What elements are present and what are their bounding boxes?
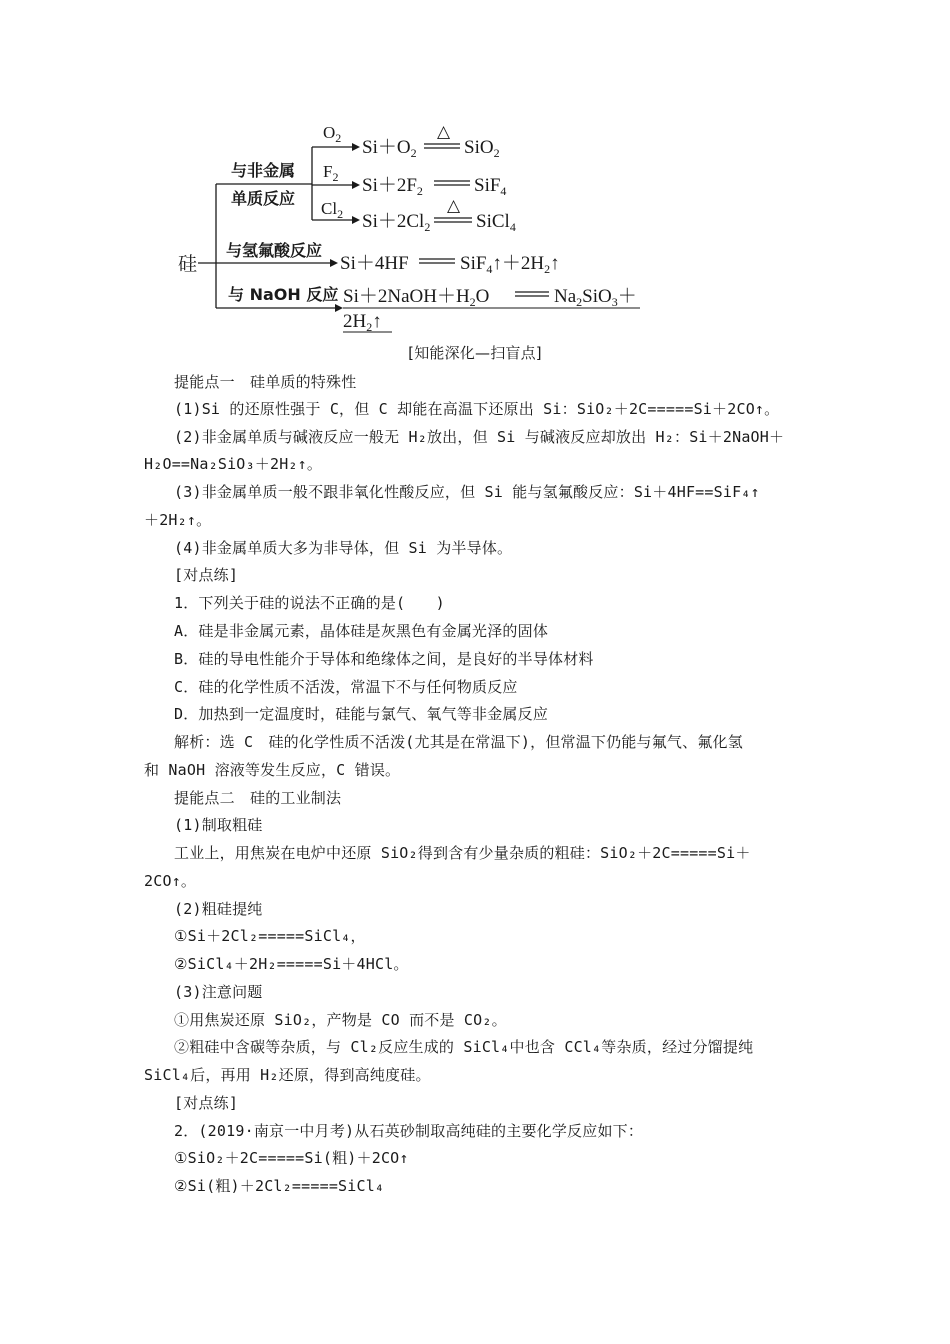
point1-item: (4)非金属单质大多为非导体，但 Si 为半导体。 — [174, 539, 513, 557]
practice2-label: [对点练] — [174, 1094, 239, 1112]
diagram-root-silicon: 硅 — [178, 254, 198, 275]
point1-item-cont: ＋2H₂↑。 — [144, 511, 212, 529]
svg-text:Si＋2F2: $Si+2F_2$ — [362, 175, 423, 198]
reagent-cl2: $Cl_2$ — [321, 199, 344, 221]
heat-condition-icon: △ — [447, 196, 461, 215]
practice2-reaction: ②Si(粗)＋2Cl₂=====SiCl₄ — [174, 1177, 385, 1195]
point2-subheading: (3)注意问题 — [174, 983, 263, 1001]
practice2-reaction: ①SiO₂＋2C=====Si(粗)＋2CO↑ — [174, 1149, 409, 1167]
silicon-reaction-diagram — [0, 0, 950, 345]
heat-condition-icon: △ — [437, 122, 451, 141]
point1-item: (3)非金属单质一般不跟非氧化性酸反应，但 Si 能与氢氟酸反应：Si＋4HF==SiF₄↑ — [174, 483, 760, 501]
point1-item: (1)Si 的还原性强于 C，但 C 却能在高温下还原出 Si：SiO₂＋2C=====Si＋2CO↑。 — [174, 400, 780, 418]
svg-text:SiO2: SiO$_2$ — [464, 137, 500, 160]
svg-text:Si＋4HF: Si＋4HF — [340, 253, 409, 274]
practice1-option-b: B．硅的导电性能介于导体和绝缘体之间，是良好的半导体材料 — [174, 650, 594, 668]
practice1-option-d: D．加热到一定温度时，硅能与氯气、氧气等非金属反应 — [174, 705, 549, 723]
practice1-question: 1．下列关于硅的说法不正确的是( ) — [174, 594, 445, 612]
section-title: [知能深化—扫盲点] — [408, 344, 542, 362]
point2-note-cont: SiCl₄后，再用 H₂还原，得到高纯度硅。 — [144, 1066, 431, 1084]
equation-si-f2 — [362, 175, 506, 198]
reagent-o2: $O_2$ — [323, 123, 342, 145]
point1-item-cont: H₂O==Na₂SiO₃＋2H₂↑。 — [144, 455, 323, 473]
svg-text:SiCl4: SiCl$_4$ — [476, 211, 516, 234]
point2-reaction: ①Si＋2Cl₂=====SiCl₄， — [174, 927, 366, 945]
point2-title: 提能点二 硅的工业制法 — [174, 789, 342, 807]
point2-subheading: (1)制取粗硅 — [174, 816, 263, 834]
equation-si-cl2 — [362, 196, 516, 234]
svg-text:2H2↑: $2H_2↑$ — [343, 311, 382, 334]
point2-subheading: (2)粗硅提纯 — [174, 900, 263, 918]
point2-text-cont: 2CO↑。 — [144, 872, 197, 890]
reagent-f2: $F_2$ — [323, 162, 339, 184]
svg-text:Si＋O2: $Si+O_2$ — [362, 137, 417, 160]
branch-label-hf: 与氢氟酸反应 — [226, 241, 323, 260]
practice1-analysis-cont: 和 NaOH 溶液等发生反应，C 错误。 — [144, 761, 401, 779]
point1-title: 提能点一 硅单质的特殊性 — [174, 373, 357, 391]
point2-note: ①用焦炭还原 SiO₂，产物是 CO 而不是 CO₂。 — [174, 1011, 507, 1029]
svg-text:SiF4↑＋2H2↑: $SiF_4↑+2H_2↑$ — [460, 253, 560, 276]
branch-label-naoh: 与 NaOH 反应 — [228, 285, 339, 304]
point1-item: (2)非金属单质与碱液反应一般无 H₂放出，但 Si 与碱液反应却放出 H₂：Si＋2NaOH＋ — [174, 428, 785, 446]
branch-label-nonmetal-line2: 单质反应 — [231, 189, 296, 208]
practice1-label: [对点练] — [174, 566, 239, 584]
point2-text: 工业上，用焦炭在电炉中还原 SiO₂得到含有少量杂质的粗硅：SiO₂＋2C=====Si＋ — [174, 844, 751, 862]
svg-text:Na2SiO3＋: $Na_2SiO_3+$ — [554, 286, 637, 309]
point2-reaction: ②SiCl₄＋2H₂=====Si＋4HCl。 — [174, 955, 409, 973]
equation-si-naoh — [343, 286, 640, 334]
equation-si-hf — [340, 253, 560, 276]
practice1-option-a: A．硅是非金属元素，晶体硅是灰黑色有金属光泽的固体 — [174, 622, 549, 640]
svg-text:Si＋2NaOH＋H2O: $Si+2NaOH+H_2O$ — [343, 286, 490, 309]
svg-text:SiF4: SiF$_4$ — [474, 175, 507, 198]
practice2-question: 2．(2019·南京一中月考)从石英砂制取高纯硅的主要化学反应如下： — [174, 1122, 644, 1140]
practice1-option-c: C．硅的化学性质不活泼，常温下不与任何物质反应 — [174, 678, 518, 696]
branch-label-nonmetal-line1: 与非金属 — [231, 161, 296, 180]
practice1-analysis: 解析：选 C 硅的化学性质不活泼(尤其是在常温下)，但常温下仍能与氟气、氟化氢 — [174, 733, 743, 751]
equation-si-o2 — [362, 122, 500, 160]
point2-note: ②粗硅中含碳等杂质，与 Cl₂反应生成的 SiCl₄中也含 CCl₄等杂质，经过分馏提纯 — [174, 1038, 754, 1056]
svg-text:Si＋2Cl2: $Si+2Cl_2$ — [362, 211, 431, 234]
